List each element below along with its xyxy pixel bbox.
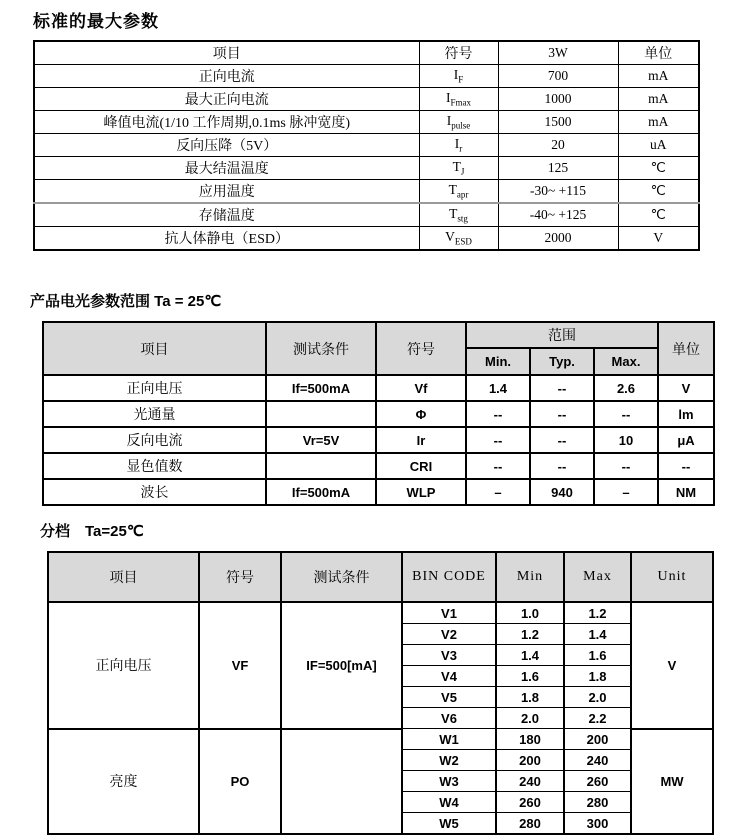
cell-min: -- [466,453,530,479]
cell-unit: μA [658,427,714,453]
cell-max: 200 [564,729,631,750]
cell-typ: 940 [530,479,594,505]
cell-min: 2.0 [496,708,564,729]
cell-symbol: Vf [376,375,466,401]
header-item: 项目 [43,322,266,375]
cell-min: 180 [496,729,564,750]
cell-min: 1.2 [496,624,564,645]
symbol-sub: pulse [451,120,471,131]
cell-unit: mA [618,111,699,134]
cell-min: 280 [496,813,564,835]
table-row [48,729,713,750]
cell-unit: ℃ [618,157,699,180]
symbol-base: I [454,136,460,152]
cell-max: 1.4 [564,624,631,645]
table-row [34,88,699,111]
cell-unit: uA [618,134,699,157]
cell-symbol: Ir [376,427,466,453]
cell-symbol [419,134,498,157]
cell-unit: NM [658,479,714,505]
cell-max: – [594,479,658,505]
header-symbol: 符号 [419,41,498,65]
header-symbol: 符号 [376,322,466,375]
cell-value: 1000 [498,88,618,111]
header-min: Min [496,552,564,602]
cell-condition: If=500mA [266,479,376,505]
cell-condition [266,453,376,479]
header-value: 3W [498,41,618,65]
cell-item: 正向电压 [43,375,266,401]
max-ratings-table [33,40,700,251]
cell-condition: If=500mA [266,375,376,401]
cell-symbol [419,227,498,251]
symbol-base: I [446,113,452,129]
cell-bin-code: W1 [402,729,496,750]
cell-max: 1.2 [564,602,631,624]
table-row [48,602,713,624]
header-max: Max [564,552,631,602]
table-row [43,427,714,453]
cell-item: 抗人体静电（ESD） [34,227,419,251]
table-header-row [34,41,699,65]
symbol-sub: r [459,143,463,154]
electro-optical-table [42,321,715,506]
section-title-electro-optical: 产品电光参数范围 Ta = 25℃ [30,293,222,310]
symbol-sub: F [458,74,464,85]
symbol-base: I [453,67,459,83]
cell-min: 1.0 [496,602,564,624]
cell-min: 200 [496,750,564,771]
cell-value: -30~ +115 [498,180,618,204]
cell-value: 2000 [498,227,618,251]
cell-symbol: CRI [376,453,466,479]
cell-unit: lm [658,401,714,427]
table-header-row [43,322,714,348]
cell-value: 1500 [498,111,618,134]
table-row [43,401,714,427]
cell-unit: V [618,227,699,251]
cell-max: 10 [594,427,658,453]
cell-unit: V [631,602,713,729]
cell-max: 1.6 [564,645,631,666]
header-symbol: 符号 [199,552,281,602]
cell-symbol [419,111,498,134]
cell-max: 2.2 [564,708,631,729]
cell-min: 240 [496,771,564,792]
cell-item: 反向电流 [43,427,266,453]
cell-bin-code: V6 [402,708,496,729]
cell-min: -- [466,427,530,453]
symbol-base: I [445,90,451,106]
cell-min: – [466,479,530,505]
cell-bin-code: W2 [402,750,496,771]
cell-item: 亮度 [48,729,199,835]
symbol-sub: stg [457,213,468,224]
cell-value: -40~ +125 [498,203,618,227]
symbol-sub: Fmax [450,97,471,108]
cell-typ: -- [530,401,594,427]
header-unit: Unit [631,552,713,602]
cell-item: 反向压降（5V） [34,134,419,157]
table-row [34,65,699,88]
cell-condition [281,729,402,835]
table-row [43,375,714,401]
table-row [34,157,699,180]
table-header-row [48,552,713,602]
cell-symbol: VF [199,602,281,729]
header-bin-code: BIN CODE [402,552,496,602]
cell-bin-code: W5 [402,813,496,835]
cell-bin-code: V4 [402,666,496,687]
cell-item: 波长 [43,479,266,505]
header-condition: 测试条件 [266,322,376,375]
header-unit: 单位 [658,322,714,375]
symbol-base: T [452,159,461,175]
cell-bin-code: V5 [402,687,496,708]
symbol-sub: J [460,166,465,177]
cell-typ: -- [530,375,594,401]
section-title-max-ratings: 标准的最大参数 [33,12,159,31]
cell-symbol: WLP [376,479,466,505]
cell-symbol [419,88,498,111]
symbol-sub: ESD [454,236,472,247]
table-row [43,479,714,505]
cell-unit: -- [658,453,714,479]
cell-max: 2.0 [564,687,631,708]
cell-min: 1.6 [496,666,564,687]
header-range: 范围 [466,322,658,348]
table-row [43,453,714,479]
cell-max: 280 [564,792,631,813]
symbol-sub: apr [456,189,469,200]
cell-unit: V [658,375,714,401]
binning-table [47,551,714,835]
table-row [34,227,699,251]
cell-unit: mA [618,88,699,111]
cell-item: 峰值电流(1/10 工作周期,0.1ms 脉冲宽度) [34,111,419,134]
cell-bin-code: W3 [402,771,496,792]
table-row [34,203,699,227]
cell-max: 2.6 [594,375,658,401]
cell-item: 正向电流 [34,65,419,88]
cell-symbol [419,157,498,180]
cell-value: 125 [498,157,618,180]
cell-max: -- [594,453,658,479]
cell-condition: Vr=5V [266,427,376,453]
cell-symbol [419,65,498,88]
cell-condition: IF=500[mA] [281,602,402,729]
table-row [34,180,699,204]
header-item: 项目 [34,41,419,65]
cell-symbol: Φ [376,401,466,427]
cell-bin-code: V3 [402,645,496,666]
cell-bin-code: W4 [402,792,496,813]
symbol-base: T [448,182,457,198]
cell-min: -- [466,401,530,427]
cell-item: 显色值数 [43,453,266,479]
symbol-base: V [445,229,455,245]
cell-max: -- [594,401,658,427]
cell-typ: -- [530,453,594,479]
cell-item: 光通量 [43,401,266,427]
cell-value: 700 [498,65,618,88]
section-title-binning: 分档 Ta=25℃ [40,523,144,540]
cell-item: 最大结温温度 [34,157,419,180]
cell-min: 1.4 [466,375,530,401]
cell-unit: mA [618,65,699,88]
cell-item: 最大正向电流 [34,88,419,111]
cell-item: 正向电压 [48,602,199,729]
cell-symbol: PO [199,729,281,835]
cell-item: 应用温度 [34,180,419,204]
cell-max: 260 [564,771,631,792]
header-typ: Typ. [530,348,594,375]
cell-max: 1.8 [564,666,631,687]
cell-condition [266,401,376,427]
header-min: Min. [466,348,530,375]
cell-unit: MW [631,729,713,835]
header-item: 项目 [48,552,199,602]
cell-min: 1.4 [496,645,564,666]
cell-unit: ℃ [618,203,699,227]
cell-symbol [419,180,498,204]
header-unit: 单位 [618,41,699,65]
symbol-base: T [449,206,458,222]
cell-bin-code: V2 [402,624,496,645]
cell-typ: -- [530,427,594,453]
cell-max: 240 [564,750,631,771]
cell-value: 20 [498,134,618,157]
cell-min: 1.8 [496,687,564,708]
header-condition: 测试条件 [281,552,402,602]
cell-symbol [419,203,498,227]
cell-item: 存储温度 [34,203,419,227]
header-max: Max. [594,348,658,375]
table-row [34,134,699,157]
cell-bin-code: V1 [402,602,496,624]
cell-min: 260 [496,792,564,813]
cell-max: 300 [564,813,631,835]
table-row [34,111,699,134]
cell-unit: ℃ [618,180,699,204]
